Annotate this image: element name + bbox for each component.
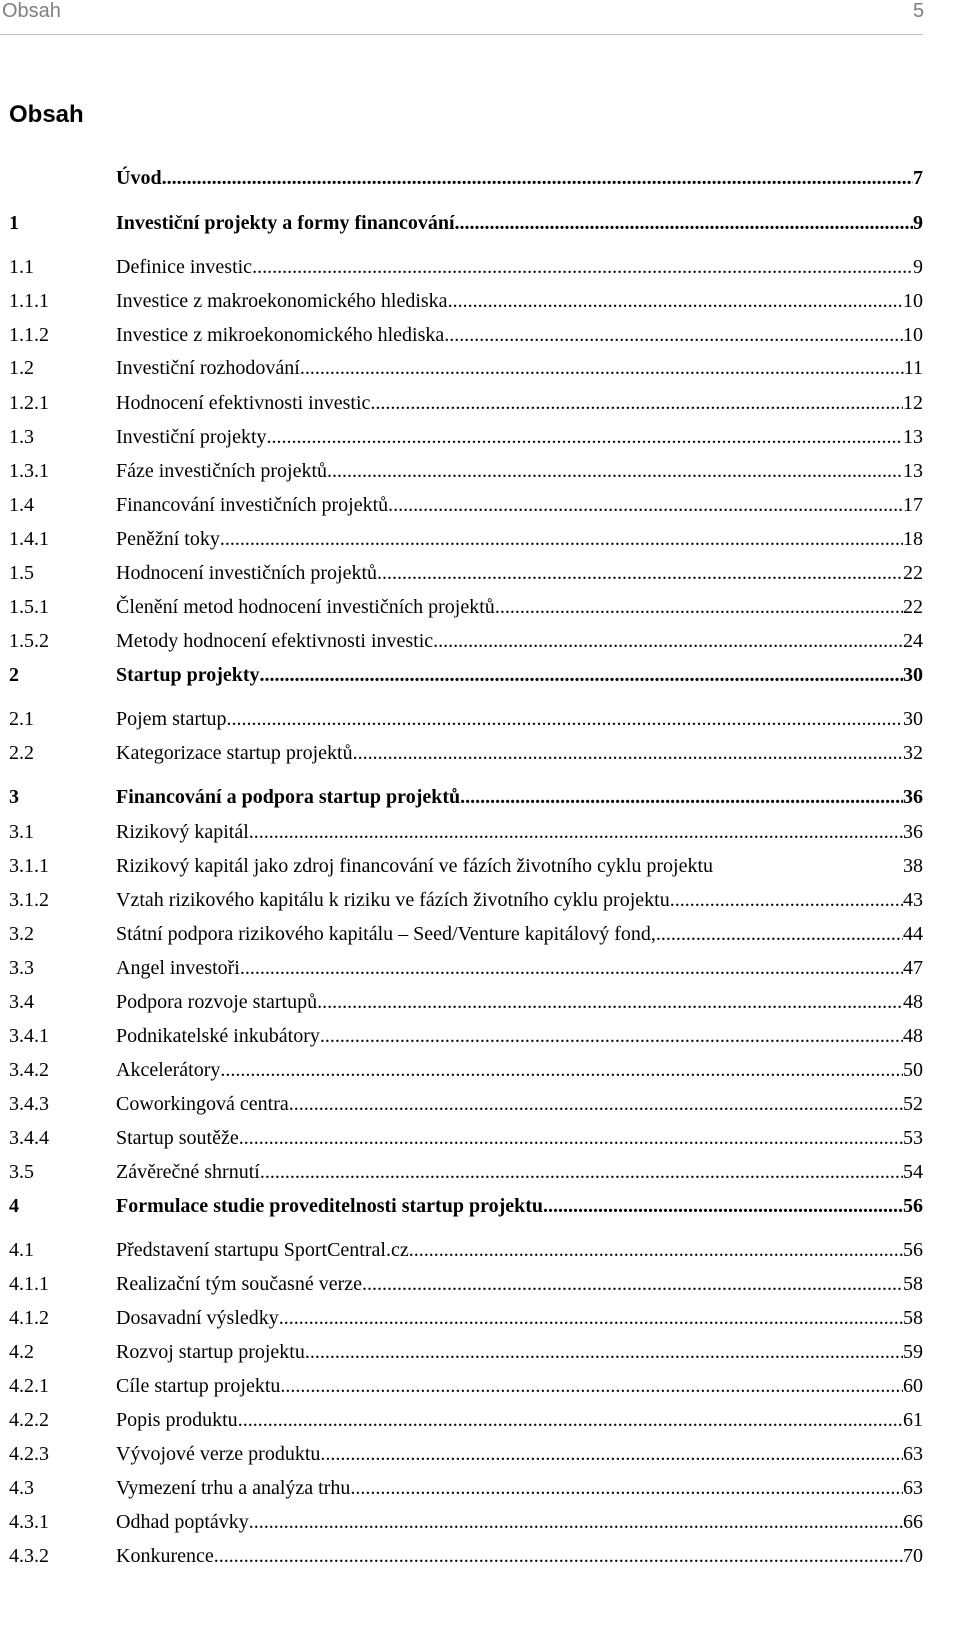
toc-entry[interactable] bbox=[9, 1235, 923, 1265]
toc-dot-leader bbox=[455, 208, 913, 238]
toc-entry[interactable] bbox=[9, 738, 923, 768]
toc-entry[interactable] bbox=[9, 1473, 923, 1503]
toc-dot-leader bbox=[260, 660, 903, 690]
toc-entry-page: 66 bbox=[903, 1511, 923, 1533]
toc-entry-number: 3.1 bbox=[9, 821, 34, 843]
toc-entry[interactable] bbox=[9, 320, 923, 350]
header-page-number: 5 bbox=[913, 0, 925, 22]
toc-entry-title: Pojem startup bbox=[116, 708, 227, 730]
toc-entry-number: 1.5.1 bbox=[9, 596, 49, 618]
toc-entry[interactable] bbox=[9, 252, 923, 282]
toc-entry-title: Závěrečné shrnutí bbox=[116, 1161, 260, 1183]
toc-entry[interactable] bbox=[9, 1507, 923, 1537]
toc-entry-title: Vymezení trhu a analýza trhu bbox=[116, 1477, 351, 1499]
toc-dot-leader bbox=[448, 286, 903, 316]
toc-entry-title: Financování investičních projektů bbox=[116, 494, 389, 516]
toc-entry-number: 3.4.2 bbox=[9, 1059, 49, 1081]
toc-entry-page: 30 bbox=[903, 664, 923, 686]
toc-entry-number: 3.1.1 bbox=[9, 855, 49, 877]
toc-entry-page: 43 bbox=[903, 889, 923, 911]
toc-entry-page: 9 bbox=[913, 212, 923, 234]
toc-entry-number: 4.2.1 bbox=[9, 1375, 49, 1397]
toc-entry-page: 60 bbox=[903, 1375, 923, 1397]
toc-entry-title: Rizikový kapitál jako zdroj financování ve fázích životního cyklu projektu bbox=[116, 855, 714, 877]
toc-dot-leader bbox=[252, 252, 913, 282]
toc-dot-leader bbox=[227, 704, 903, 734]
toc-entry[interactable] bbox=[9, 286, 923, 316]
toc-entry-number: 2.2 bbox=[9, 742, 34, 764]
toc-entry[interactable] bbox=[9, 626, 923, 656]
toc-entry-number: 1.1 bbox=[9, 256, 34, 278]
toc-entry-page: 58 bbox=[903, 1307, 923, 1329]
toc-entry[interactable] bbox=[9, 987, 923, 1017]
toc-dot-leader bbox=[317, 987, 903, 1017]
toc-entry-number: 2 bbox=[9, 664, 19, 686]
toc-entry-page: 7 bbox=[913, 167, 923, 189]
toc-entry-number: 1.2.1 bbox=[9, 392, 49, 414]
toc-entry-title: Financování a podpora startup projektů bbox=[116, 786, 461, 808]
toc-entry-title: Hodnocení investičních projektů bbox=[116, 562, 378, 584]
toc-entry-page: 44 bbox=[903, 923, 923, 945]
toc-entry[interactable] bbox=[9, 208, 923, 238]
toc-entry[interactable] bbox=[9, 1055, 923, 1085]
toc-entry-page: 30 bbox=[903, 708, 923, 730]
toc-entry-title: Hodnocení efektivnosti investic bbox=[116, 392, 371, 414]
toc-entry-title: Formulace studie proveditelnosti startup projektu bbox=[116, 1195, 544, 1217]
toc-entry[interactable] bbox=[9, 1191, 923, 1221]
toc-dot-leader bbox=[444, 320, 903, 350]
toc-entry[interactable] bbox=[9, 1371, 923, 1401]
toc-entry-title: Investiční rozhodování bbox=[116, 357, 300, 379]
toc-entry[interactable] bbox=[9, 353, 923, 383]
toc-entry-title: Realizační tým současné verze bbox=[116, 1273, 362, 1295]
toc-entry-title: Konkurence bbox=[116, 1545, 214, 1567]
toc-entry[interactable] bbox=[9, 558, 923, 588]
toc-entry-number: 3.3 bbox=[9, 957, 34, 979]
toc-entry-title: Angel investoři bbox=[116, 957, 240, 979]
toc-entry-title: Investiční projekty bbox=[116, 426, 267, 448]
toc-entry[interactable] bbox=[9, 885, 923, 915]
toc-entry-title: Rozvoj startup projektu bbox=[116, 1341, 305, 1363]
toc-entry-number: 2.1 bbox=[9, 708, 34, 730]
toc-entry-number: 1.3 bbox=[9, 426, 34, 448]
toc-entry-page: 10 bbox=[903, 324, 923, 346]
toc-dot-leader bbox=[495, 592, 903, 622]
toc-entry-page: 53 bbox=[903, 1127, 923, 1149]
toc-entry-page: 56 bbox=[903, 1195, 923, 1217]
toc-entry-page: 32 bbox=[903, 742, 923, 764]
header-rule bbox=[0, 34, 923, 35]
toc-entry-page: 59 bbox=[903, 1341, 923, 1363]
toc-entry-page: 11 bbox=[903, 357, 923, 379]
toc-entry[interactable] bbox=[9, 919, 923, 949]
toc-entry-page: 48 bbox=[903, 991, 923, 1013]
toc-entry-number: 4.3 bbox=[9, 1477, 34, 1499]
toc-dot-leader bbox=[249, 817, 903, 847]
toc-entry-number: 1 bbox=[9, 212, 19, 234]
toc-dot-leader bbox=[362, 1269, 903, 1299]
toc-dot-leader bbox=[433, 626, 903, 656]
toc-dot-leader bbox=[370, 388, 903, 418]
toc-dot-leader bbox=[305, 1337, 903, 1367]
toc-dot-leader bbox=[279, 1303, 903, 1333]
toc-entry[interactable] bbox=[9, 1541, 923, 1571]
toc-entry-title: Popis produktu bbox=[116, 1409, 238, 1431]
toc-entry[interactable] bbox=[9, 388, 923, 418]
toc-entry-number: 4.2.3 bbox=[9, 1443, 49, 1465]
toc-entry-page: 36 bbox=[903, 786, 923, 808]
toc-entry-number: 3 bbox=[9, 786, 19, 808]
toc-dot-leader bbox=[350, 1473, 903, 1503]
toc-dot-leader bbox=[220, 524, 903, 554]
toc-entry[interactable] bbox=[9, 1021, 923, 1051]
toc-entry-number: 1.5.2 bbox=[9, 630, 49, 652]
toc-entry-page: 56 bbox=[903, 1239, 923, 1261]
toc-dot-leader bbox=[300, 353, 904, 383]
toc-dot-leader bbox=[289, 1089, 903, 1119]
toc-entry-page: 63 bbox=[903, 1443, 923, 1465]
toc-dot-leader bbox=[388, 490, 903, 520]
toc-entry-title: Startup projekty bbox=[116, 664, 260, 686]
toc-entry[interactable] bbox=[9, 1269, 923, 1299]
toc-entry-number: 3.4.3 bbox=[9, 1093, 49, 1115]
toc-entry[interactable] bbox=[9, 782, 923, 812]
toc-entry-page: 48 bbox=[903, 1025, 923, 1047]
toc-dot-leader bbox=[377, 558, 903, 588]
toc-entry-title: Definice investic bbox=[116, 256, 253, 278]
toc-entry-number: 3.5 bbox=[9, 1161, 34, 1183]
toc-entry-number: 4.1.2 bbox=[9, 1307, 49, 1329]
toc-entry[interactable] bbox=[9, 851, 923, 881]
toc-entry[interactable] bbox=[9, 456, 923, 486]
toc-entry-title: Investice z mikroekonomického hlediska bbox=[116, 324, 445, 346]
toc-entry-title: Investice z makroekonomického hlediska bbox=[116, 290, 448, 312]
toc-dot-leader bbox=[327, 456, 903, 486]
toc-entry-title: Coworkingová centra bbox=[116, 1093, 289, 1115]
toc-entry-title: Cíle startup projektu bbox=[116, 1375, 281, 1397]
toc-entry-page: 22 bbox=[903, 562, 923, 584]
toc-entry[interactable] bbox=[9, 1089, 923, 1119]
toc-dot-leader bbox=[260, 1157, 903, 1187]
toc-entry[interactable] bbox=[9, 422, 923, 452]
toc-dot-leader bbox=[280, 1371, 903, 1401]
toc-entry-title: Rizikový kapitál bbox=[116, 821, 249, 843]
toc-entry-number: 1.4 bbox=[9, 494, 34, 516]
toc-entry-page: 18 bbox=[903, 528, 923, 550]
toc-entry-number: 4.1 bbox=[9, 1239, 34, 1261]
toc-dot-leader bbox=[409, 1235, 903, 1265]
toc-entry-title: Investiční projekty a formy financování bbox=[116, 212, 455, 234]
toc-dot-leader bbox=[320, 1439, 903, 1469]
toc-entry-page: 13 bbox=[903, 426, 923, 448]
toc-entry-number: 1.4.1 bbox=[9, 528, 49, 550]
toc-entry[interactable] bbox=[9, 1303, 923, 1333]
toc-entry-number: 4.1.1 bbox=[9, 1273, 49, 1295]
toc-entry-number: 3.4.4 bbox=[9, 1127, 49, 1149]
toc-entry[interactable] bbox=[9, 524, 923, 554]
toc-entry-page: 70 bbox=[903, 1545, 923, 1567]
toc-dot-leader bbox=[220, 1055, 903, 1085]
toc-entry-page: 58 bbox=[903, 1273, 923, 1295]
toc-entry-page: 61 bbox=[903, 1409, 923, 1431]
toc-entry-number: 1.2 bbox=[9, 357, 34, 379]
toc-entry-page: 12 bbox=[903, 392, 923, 414]
toc-dot-leader bbox=[214, 1541, 903, 1571]
toc-entry[interactable] bbox=[9, 817, 923, 847]
toc-entry-title: Úvod bbox=[116, 167, 162, 189]
toc-entry-page: 52 bbox=[903, 1093, 923, 1115]
toc-entry-title: Fáze investičních projektů bbox=[116, 460, 328, 482]
toc-entry-title: Metody hodnocení efektivnosti investic bbox=[116, 630, 434, 652]
toc-entry[interactable] bbox=[9, 660, 923, 690]
toc-entry[interactable] bbox=[9, 1337, 923, 1367]
toc-entry[interactable] bbox=[9, 592, 923, 622]
toc-entry-number: 1.5 bbox=[9, 562, 34, 584]
toc-entry-number: 3.2 bbox=[9, 923, 34, 945]
toc-entry-page: 63 bbox=[903, 1477, 923, 1499]
toc-entry[interactable] bbox=[9, 704, 923, 734]
toc-entry-title: Startup soutěže bbox=[116, 1127, 239, 1149]
toc-dot-leader bbox=[460, 782, 903, 812]
toc-entry-title: Státní podpora rizikového kapitálu – Seed/Venture kapitálový fond, bbox=[116, 923, 656, 945]
toc-entry-title: Vztah rizikového kapitálu k riziku ve fázích životního cyklu projektu bbox=[116, 889, 670, 911]
toc-dot-leader bbox=[267, 422, 903, 452]
toc-entry-page: 47 bbox=[903, 957, 923, 979]
toc-entry-title: Podnikatelské inkubátory bbox=[116, 1025, 320, 1047]
toc-dot-leader bbox=[162, 163, 913, 193]
toc-entry-number: 4.3.1 bbox=[9, 1511, 49, 1533]
toc-entry-number: 3.4.1 bbox=[9, 1025, 49, 1047]
toc-entry[interactable] bbox=[9, 1405, 923, 1435]
toc-entry-title: Vývojové verze produktu bbox=[116, 1443, 321, 1465]
toc-dot-leader bbox=[239, 1123, 903, 1153]
toc-entry-page: 24 bbox=[903, 630, 923, 652]
toc-dot-leader bbox=[249, 1507, 903, 1537]
toc-entry-page: 17 bbox=[903, 494, 923, 516]
toc-entry[interactable] bbox=[9, 1123, 923, 1153]
toc-entry-number: 3.4 bbox=[9, 991, 34, 1013]
toc-entry[interactable] bbox=[9, 953, 923, 983]
toc-entry-page: 38 bbox=[903, 855, 923, 877]
toc-dot-leader bbox=[353, 738, 903, 768]
toc-entry[interactable] bbox=[9, 1157, 923, 1187]
toc-entry-page: 10 bbox=[903, 290, 923, 312]
toc-entry-page: 9 bbox=[913, 256, 923, 278]
toc-dot-leader bbox=[656, 919, 903, 949]
toc-entry-number: 4 bbox=[9, 1195, 19, 1217]
toc-entry-number: 4.3.2 bbox=[9, 1545, 49, 1567]
toc-entry-title: Dosavadní výsledky bbox=[116, 1307, 279, 1329]
toc-dot-leader bbox=[670, 885, 903, 915]
toc-entry-page: 13 bbox=[903, 460, 923, 482]
toc-dot-leader bbox=[238, 1405, 903, 1435]
toc-entry-title: Představení startupu SportCentral.cz bbox=[116, 1239, 409, 1261]
toc-entry[interactable] bbox=[9, 490, 923, 520]
page-title: Obsah bbox=[9, 101, 84, 128]
toc-entry-title: Odhad poptávky bbox=[116, 1511, 249, 1533]
toc-entry-page: 36 bbox=[903, 821, 923, 843]
toc-entry-page: 54 bbox=[903, 1161, 923, 1183]
toc-entry-number: 1.3.1 bbox=[9, 460, 49, 482]
toc-entry[interactable] bbox=[9, 163, 923, 193]
toc-entry[interactable] bbox=[9, 1439, 923, 1469]
toc-entry-number: 4.2.2 bbox=[9, 1409, 49, 1431]
toc-entry-number: 3.1.2 bbox=[9, 889, 49, 911]
toc-entry-page: 50 bbox=[903, 1059, 923, 1081]
toc-dot-leader bbox=[543, 1191, 903, 1221]
toc-entry-title: Akcelerátory bbox=[116, 1059, 221, 1081]
toc-entry-title: Peněžní toky bbox=[116, 528, 220, 550]
toc-entry-number: 1.1.2 bbox=[9, 324, 49, 346]
toc-entry-number: 1.1.1 bbox=[9, 290, 49, 312]
running-header bbox=[0, 0, 960, 33]
toc-entry-title: Kategorizace startup projektů bbox=[116, 742, 353, 764]
header-title: Obsah bbox=[2, 0, 61, 22]
toc-entry-page: 22 bbox=[903, 596, 923, 618]
toc-entry-number: 4.2 bbox=[9, 1341, 34, 1363]
toc-dot-leader bbox=[320, 1021, 903, 1051]
toc-entry-title: Členění metod hodnocení investičních projektů bbox=[116, 596, 495, 618]
toc-entry-title: Podpora rozvoje startupů bbox=[116, 991, 318, 1013]
toc-dot-leader bbox=[240, 953, 903, 983]
